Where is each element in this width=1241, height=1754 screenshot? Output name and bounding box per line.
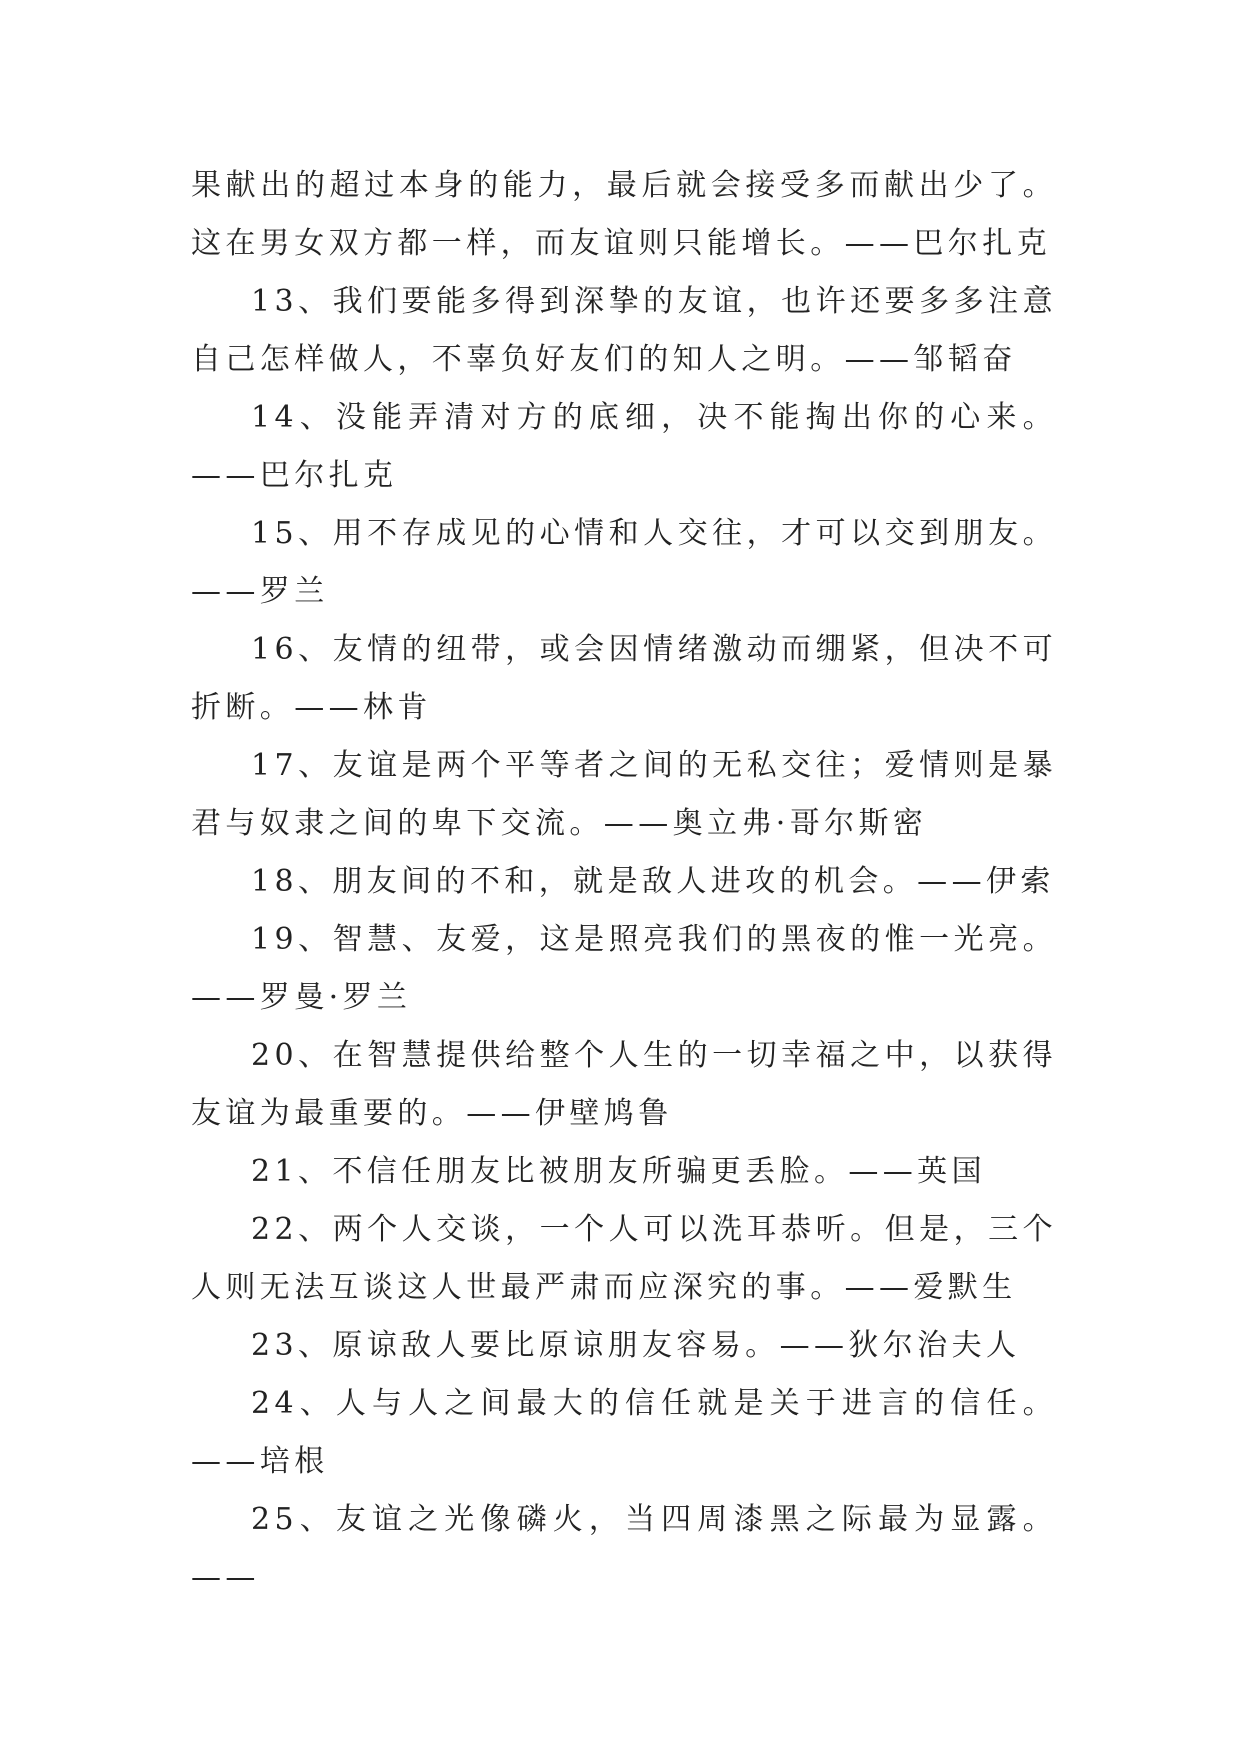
- quote-15: 15、用不存成见的心情和人交往，才可以交到朋友。——罗兰: [191, 516, 1057, 609]
- quote-13: 13、我们要能多得到深挚的友谊，也许还要多多注意自己怎样做人，不辜负好友们的知人之明。——邹韬奋: [191, 284, 1057, 377]
- quote-16: 16、友情的纽带，或会因情绪激动而绷紧，但决不可折断。——林肯: [191, 632, 1057, 725]
- quote-23: 23、原谅敌人要比原谅朋友容易。——狄尔治夫人: [251, 1328, 1021, 1363]
- quote-17: 17、友谊是两个平等者之间的无私交往；爱情则是暴君与奴隶之间的卑下交流。——奥立弗·哥尔斯密: [191, 748, 1057, 841]
- paragraph-continuation: 果献出的超过本身的能力，最后就会接受多而献出少了。这在男女双方都一样，而友谊则只能增长。——巴尔扎克: [191, 168, 1057, 261]
- quote-21: 21、不信任朋友比被朋友所骗更丢脸。——英国: [251, 1154, 986, 1189]
- quote-14: 14、没能弄清对方的底细，决不能掏出你的心来。——巴尔扎克: [191, 400, 1057, 493]
- quote-20: 20、在智慧提供给整个人生的一切幸福之中，以获得友谊为最重要的。——伊壁鸠鲁: [191, 1038, 1057, 1131]
- quote-22: 22、两个人交谈，一个人可以洗耳恭听。但是，三个人则无法互谈这人世最严肃而应深究的事。——爱默生: [191, 1212, 1057, 1305]
- quote-25: 25、友谊之光像磷火，当四周漆黑之际最为显露。——: [191, 1502, 1057, 1595]
- quote-18: 18、朋友间的不和，就是敌人进攻的机会。——伊索: [251, 864, 1055, 899]
- quote-24: 24、人与人之间最大的信任就是关于进言的信任。——培根: [191, 1386, 1057, 1479]
- quote-19: 19、智慧、友爱，这是照亮我们的黑夜的惟一光亮。——罗曼·罗兰: [191, 922, 1057, 1015]
- document-body: [191, 157, 1057, 1607]
